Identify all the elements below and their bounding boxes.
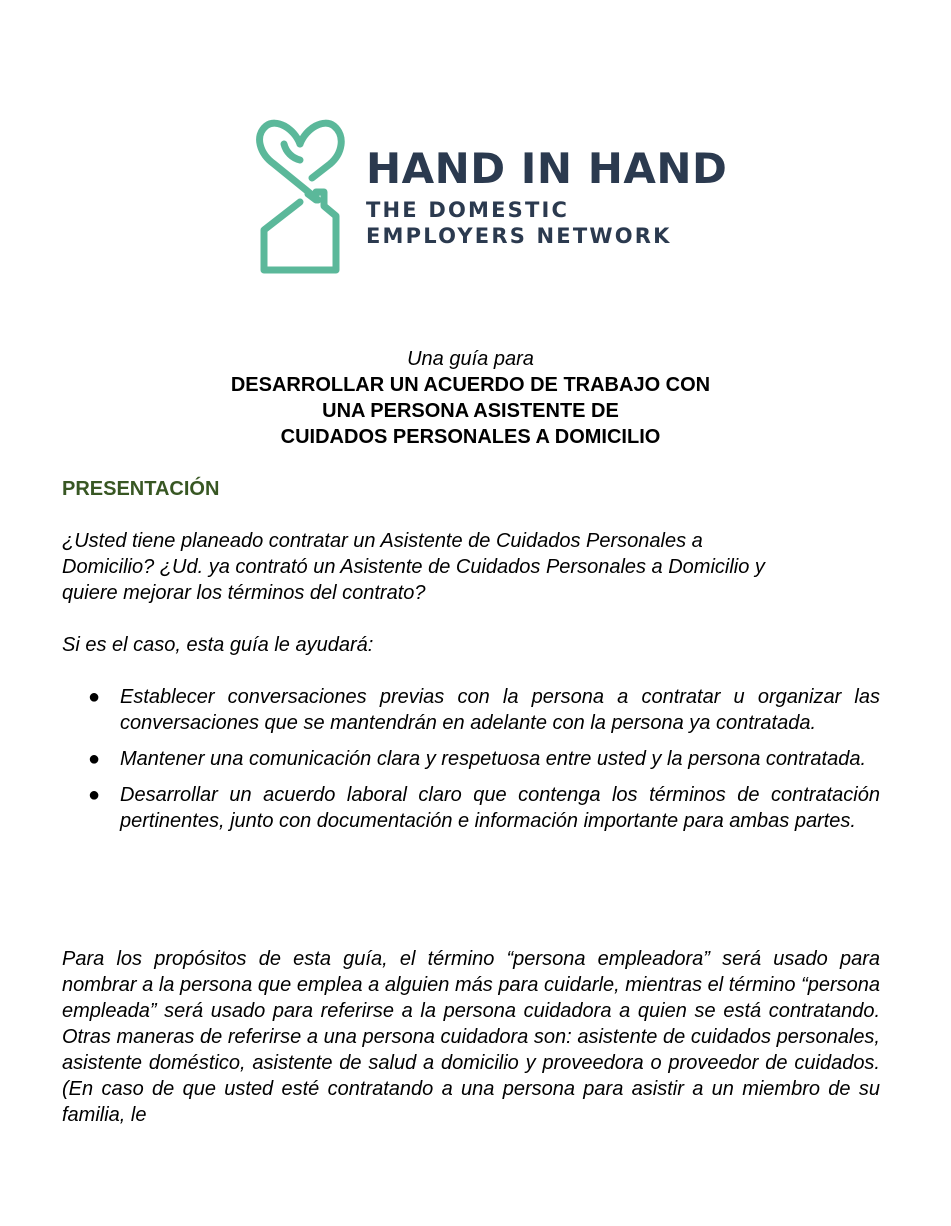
list-item-text: Establecer conversaciones previas con la persona a contratar u organizar las conversaciones que se mantendrán en adelante con la persona ya contratada. <box>120 686 880 734</box>
bullet-list <box>62 684 880 844</box>
list-item-text: Desarrollar un acuerdo laboral claro que contenga los términos de contratación pertinentes, junto con documentación e información importante para ambas partes. <box>120 784 880 832</box>
paragraph-definition: Para los propósitos de esta guía, el término “persona empleadora” será usado para nombrar a la persona que emplea a alguien más para cuidarle, mientras el término “persona empleada” será usado para referirse a la persona cuidadora a quien se está contratando. Otras maneras de referirse a una persona cuidadora son: asistente de cuidados personales, asistente doméstico, asistente de salud a domicilio y proveedora o proveedor de cuidados. (En caso de que usted esté contratando a una persona para asistir a un miembro de su familia, le <box>62 948 880 1126</box>
bullet-dot: ● <box>88 748 101 770</box>
bullet-dot: ● <box>88 784 101 806</box>
bullet-dot: ● <box>88 686 101 708</box>
paragraph-intro <box>62 528 892 606</box>
logo <box>256 116 728 281</box>
document-title-line2: UNA PERSONA ASISTENTE DE <box>322 400 619 422</box>
section-heading: PRESENTACIÓN <box>62 478 220 500</box>
document-title-line1: DESARROLLAR UN ACUERDO DE TRABAJO CON <box>230 374 711 396</box>
list-item-text: Mantener una comunicación clara y respetuosa entre usted y la persona contratada. <box>120 748 866 770</box>
list-item <box>62 746 880 772</box>
logo-subtitle-line1: THE DOMESTIC <box>366 198 570 222</box>
list-item <box>62 782 880 834</box>
logo-subtitle-line2: EMPLOYERS NETWORK <box>366 224 672 248</box>
paragraph-intro-line: Domicilio? ¿Ud. ya contrató un Asistente de Cuidados Personales a Domicilio y <box>62 556 765 578</box>
paragraph-intro-line: quiere mejorar los términos del contrato? <box>62 582 426 604</box>
list-item <box>62 684 880 736</box>
logo-title: HAND IN HAND <box>366 144 728 193</box>
document-intro: Una guía para <box>407 348 534 370</box>
heart-house-logo-icon <box>256 116 346 281</box>
paragraph-intro-line: ¿Usted tiene planeado contratar un Asistente de Cuidados Personales a <box>62 530 703 552</box>
document-title-block <box>0 346 941 450</box>
document-title-line3: CUIDADOS PERSONALES A DOMICILIO <box>280 426 661 448</box>
paragraph-help: Si es el caso, esta guía le ayudará: <box>62 634 374 656</box>
